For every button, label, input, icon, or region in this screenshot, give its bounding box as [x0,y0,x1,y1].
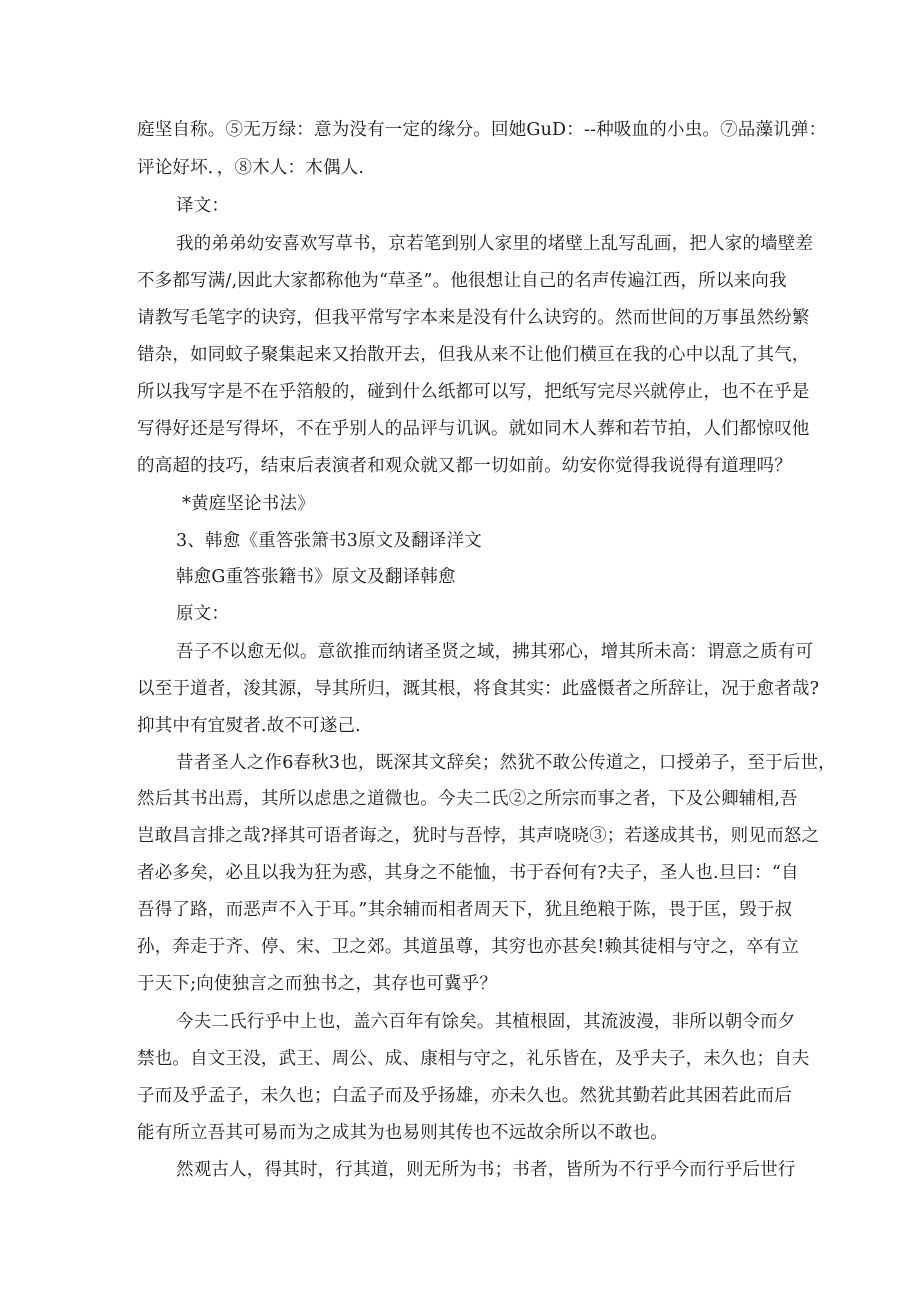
section-title: 3、韩愈《重答张箫书3原文及翻译洋文 [176,531,482,551]
text-line: 写得好还是写得坏，不在乎别人的品评与讥讽。就如同木人葬和若节拍，人们都惊叹他 [137,419,810,439]
text-line: 请教写毛笔字的诀窍，但我平常写字本来是没有什么诀窍的。然而世间的万事虽然纷繁 [137,308,810,328]
text-line: 然观古人，得其时，行其道，则无所为书；书者，皆所为不行乎今而行乎后世行 [176,1160,796,1180]
section-subtitle: 韩愈G重答张籍书》原文及翻译韩愈 [176,567,456,587]
text-line: 禁也。自文王没，武王、周公、成、康相与守之，礼乐皆在，及乎夫子，未久也；自夫 [137,1049,810,1069]
text-line: 抑其中有宜熨者.故不可遂己. [137,716,361,736]
text-line: 岂敢昌言排之哉?择其可语者诲之，犹时与吾悖，其声哓哓③；若遂成其书，则见而怒之 [137,826,820,846]
section-heading-original: 原文： [176,604,230,624]
text-line: 我的弟弟幼安喜欢写草书，京若笔到别人家里的堵壁上乱写乱画，把人家的墙壁差 [176,234,814,254]
text-line: 错杂，如同蚊子聚集起来又抬散开去，但我从来不让他们横亘在我的心中以乱了其气， [137,345,810,365]
text-line: 昔者圣人之作6春秋3也，既深其文辞矣；然犹不敢公传道之，口授弟子，至于后世， [176,753,836,773]
text-line: 评论好坏．，⑧木人：木偶人. [137,158,365,178]
text-line: 于天下;向使独言之而独书之，其存也可冀乎？ [137,974,498,994]
text-line: 庭坚自称。⑤无万绿：意为没有一定的缘分。回她GuD：--种吸血的小虫。⑦品藻讥弹： [137,120,827,140]
text-line: 所以我写字是不在乎箔般的，碰到什么纸都可以写，把纸写完尽兴就停止，也不在乎是 [137,382,810,402]
source-citation: *黄庭坚论书法》 [182,494,315,514]
text-line: 不多都写满/,因此大家都称他为“草圣”。他很想让自己的名声传遍江西，所以来向我 [137,271,787,291]
text-line: 今夫二氏行乎中上也，盖六百年有馀矣。其植根固，其流波漫，非所以朝令而夕 [176,1012,796,1032]
text-line: 者必多矣，必且以我为狂为惑，其身之不能恤，书于吞何有?夫子，圣人也.旦曰：“自 [137,863,799,883]
text-line: 能有所立吾其可易而为之成其为也易则其传也不远故余所以不敢也。 [137,1123,668,1143]
text-line: 的高超的技巧，结束后表演者和观众就又都一切如前。幼安你觉得我说得有道理吗？ [137,456,792,476]
text-line: 然后其书出焉，其所以虑患之道微也。今夫二氏②之所宗而事之者，下及公卿辅相,吾 [137,789,798,809]
section-heading-translation: 译文： [176,196,230,216]
text-line: 吾得了路，而恶声不入于耳。”其余辅而相者周天下，犹且绝粮于陈，畏于匡，毁于叔 [137,900,793,920]
text-line: 吾子不以愈无似。意欲推而纳诸圣贤之域，拂其邪心，增其所未高：谓意之质有可 [176,642,814,662]
text-line: 以至于道者，浚其源，导其所归，溉其根，将食其实：此盛慑者之所辞让，况于愈者哉? [137,679,820,699]
text-line: 孙，奔走于齐、停、宋、卫之郊。其道虽尊，其穷也亦甚矣!赖其徒相与守之，卒有立 [137,937,800,957]
text-line: 子而及乎孟子，未久也；白孟子而及乎扬雄，亦未久也。然犹其勤若此其困若此而后 [137,1086,792,1106]
